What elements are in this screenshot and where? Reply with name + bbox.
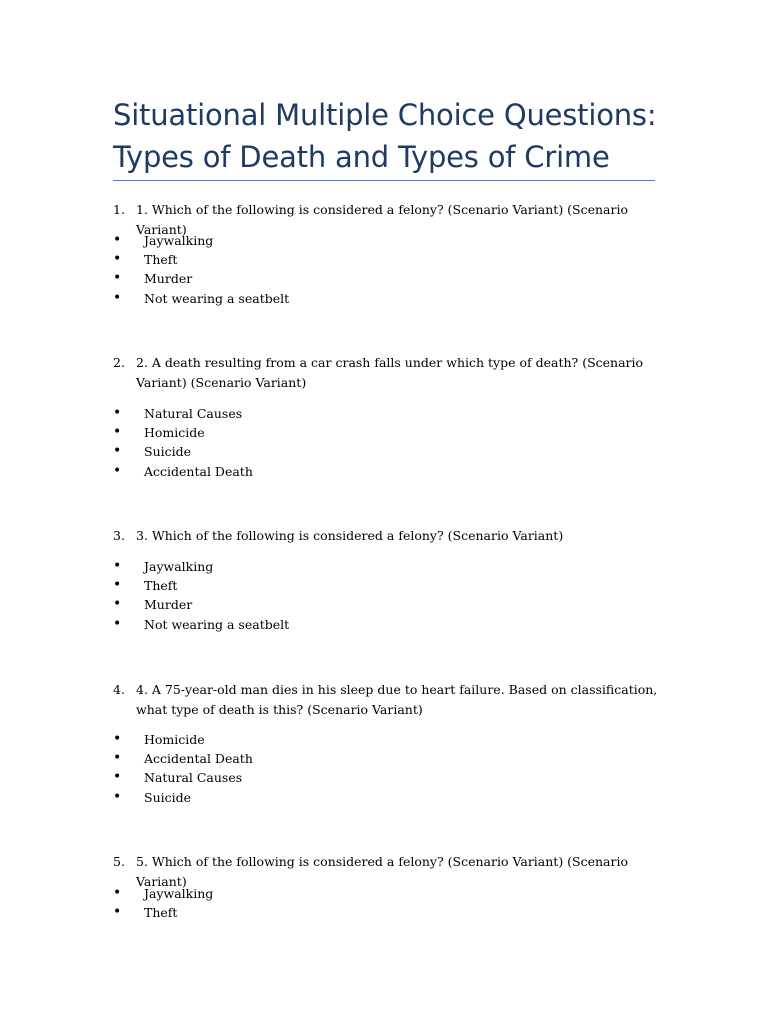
option-item <box>113 576 633 595</box>
option-item <box>113 250 633 269</box>
option-text: Jaywalking <box>144 559 214 574</box>
option-list-3 <box>113 557 633 634</box>
bullet-icon: • <box>113 615 122 632</box>
question-text: 1. Which of the following is considered a felony? (Scenario Variant) (Scenario Variant) <box>136 202 629 237</box>
title-underline <box>113 180 655 181</box>
option-item <box>113 615 633 634</box>
option-text: Not wearing a seatbelt <box>144 290 290 306</box>
bullet-icon: • <box>113 405 122 421</box>
question-number: 5. <box>113 854 125 869</box>
option-text: Accidental Death <box>144 463 253 479</box>
bullet-icon: • <box>113 904 122 921</box>
question-text: 4. A 75-year-old man dies in his sleep due to heart failure. Based on classification, what type of death is this? (Scenario Variant) <box>136 682 658 717</box>
bullet-icon: • <box>113 788 122 805</box>
question-number: 3. <box>113 528 125 543</box>
option-text: Murder <box>144 597 193 613</box>
option-item <box>113 231 633 250</box>
document-title: Situational Multiple Choice Questions: Types of Death and Types of Crime <box>113 98 657 174</box>
option-list-5 <box>113 884 633 922</box>
question-number: 1. <box>113 202 125 217</box>
bullet-icon: • <box>113 232 122 248</box>
bullet-icon: • <box>113 750 122 767</box>
bullet-icon: • <box>113 289 122 306</box>
question-2 <box>113 353 658 392</box>
option-item <box>113 269 633 288</box>
bullet-icon: • <box>113 443 122 460</box>
bullet-icon: • <box>113 577 122 594</box>
option-item <box>113 788 633 807</box>
option-item <box>113 289 633 308</box>
bullet-icon: • <box>113 462 122 479</box>
option-list-2 <box>113 404 633 481</box>
bullet-icon: • <box>113 558 122 574</box>
option-item <box>113 884 633 903</box>
option-text: Suicide <box>144 789 192 805</box>
bullet-icon: • <box>113 424 122 441</box>
option-item <box>113 423 633 442</box>
question-number: 2. <box>113 355 125 370</box>
option-item <box>113 557 633 576</box>
option-text: Accidental Death <box>144 751 253 767</box>
option-item <box>113 462 633 481</box>
option-text: Natural Causes <box>144 406 243 421</box>
bullet-icon: • <box>113 731 122 747</box>
option-item <box>113 404 633 423</box>
option-text: Not wearing a seatbelt <box>144 616 290 632</box>
question-text: 2. A death resulting from a car crash falls under which type of death? (Scenario Variant) (Scenario Variant) <box>136 355 644 390</box>
question-text: 3. Which of the following is considered a felony? (Scenario Variant) <box>136 528 564 543</box>
option-item <box>113 442 633 461</box>
option-item <box>113 730 633 749</box>
option-text: Natural Causes <box>144 770 243 786</box>
question-4 <box>113 680 658 719</box>
question-number: 4. <box>113 682 125 697</box>
option-list-4 <box>113 730 633 807</box>
bullet-icon: • <box>113 596 122 613</box>
option-item <box>113 595 633 614</box>
option-text: Homicide <box>144 732 205 747</box>
option-text: Jaywalking <box>144 886 214 901</box>
bullet-icon: • <box>113 769 122 786</box>
option-text: Homicide <box>144 425 205 441</box>
option-item <box>113 903 633 922</box>
option-text: Theft <box>144 578 178 594</box>
question-3 <box>113 526 658 546</box>
option-item <box>113 768 633 787</box>
bullet-icon: • <box>113 251 122 268</box>
option-list-1 <box>113 231 633 308</box>
bullet-icon: • <box>113 885 122 901</box>
option-text: Murder <box>144 271 193 287</box>
option-text: Suicide <box>144 444 192 460</box>
option-item <box>113 749 633 768</box>
bullet-icon: • <box>113 270 122 287</box>
option-text: Theft <box>144 905 178 921</box>
option-text: Theft <box>144 252 178 268</box>
option-text: Jaywalking <box>144 233 214 248</box>
question-text: 5. Which of the following is considered a felony? (Scenario Variant) (Scenario Variant) <box>136 854 629 889</box>
